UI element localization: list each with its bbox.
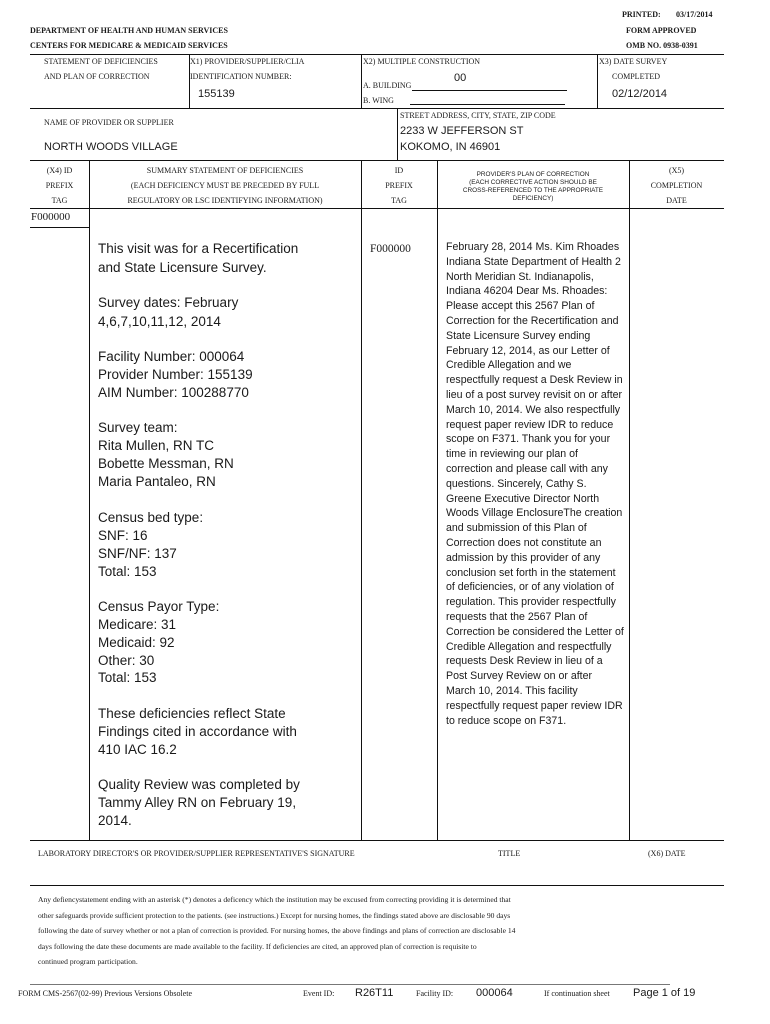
finding-line: Total: 153	[98, 670, 157, 685]
address-line-2: KOKOMO, IN 46901	[400, 141, 501, 153]
prefix-header: PREFIX	[385, 181, 413, 190]
footnote-line: continued program participation.	[38, 957, 138, 966]
plan-of-correction-subheader: DEFICIENCY)	[512, 195, 554, 202]
plan-tag: F000000	[370, 243, 411, 255]
facility-id-label: Facility ID:	[416, 989, 454, 998]
finding-line: SNF/NF: 137	[98, 546, 177, 561]
completion-header: COMPLETION	[650, 181, 703, 190]
address-line-1: 2233 W JEFFERSON ST	[400, 125, 524, 137]
form-number: FORM CMS-2567(02-99) Previous Versions Obsolete	[18, 989, 193, 998]
plan-of-correction-subheader: CROSS-REFERENCED TO THE APPROPRIATE	[462, 187, 604, 194]
footnote-line: other safeguards provide sufficient protection to the patients. (see instructions.) Except for nursing homes, the findings stated above are disclosable 90 days	[38, 911, 511, 920]
finding-line: AIM Number: 100288770	[98, 385, 249, 400]
finding-line: Survey dates: February	[98, 295, 239, 310]
finding-line: Survey team:	[98, 420, 178, 435]
footnote-line: Any defiencystatement ending with an asterisk (*) denotes a deficency which the institution may be excused from correcting providing it is determined that	[38, 895, 511, 904]
date-header: DATE	[666, 196, 687, 205]
finding-line: and State Licensure Survey.	[98, 260, 267, 275]
finding-line: Provider Number: 155139	[98, 367, 253, 382]
printed-label: PRINTED:	[622, 10, 661, 19]
printed-date: 03/17/2014	[676, 10, 713, 19]
plan-of-correction-text: February 28, 2014 Ms. Kim Rhoades Indiana State Department of Health 2 North Meridian St. Indianapolis, Indiana 46204 Dear Ms. Rhoades: Please accept this 2567 Plan of Correction for the Recertification and State Licensure Survey ending February 12, 2014, as our Letter of Credible Allegation and we respectfully request a Desk Review in lieu of a post survey revisit on or after March 10, 2014. We also respectfully request paper review IDR to reduce scope on F371. Thank you for your time in reviewing our plan of correction and please call with any questions. Sincerely, Cathy S. Greene Executive Director North Woods Village EnclosureThe creation and submission of this Plan of Correction does not constitute an admission by this provider of any conclusion set forth in the statement of deficiencies, or of any violation of regulation. This provider respectfully requests that the 2567 Plan of Correction be considered the Letter of Credible Allegation and respectfully requests Desk Review in lieu of a Post Survey Review on or after March 10, 2014. This facility respectfully request paper review IDR to reduce scope on F371.	[446, 241, 624, 727]
building-value: 00	[454, 72, 467, 84]
plan-of-correction-header: PROVIDER'S PLAN OF CORRECTION	[476, 171, 590, 178]
department-line: DEPARTMENT OF HEALTH AND HUMAN SERVICES	[30, 26, 228, 35]
id-header: ID	[394, 166, 404, 175]
divider	[30, 54, 724, 55]
divider	[30, 840, 724, 841]
divider	[30, 208, 724, 209]
multiple-construction-label: X2) MULTIPLE CONSTRUCTION	[363, 57, 481, 66]
completed-label: COMPLETED	[612, 72, 660, 81]
event-id-label: Event ID:	[303, 989, 335, 998]
finding-line: Findings cited in accordance with	[98, 724, 297, 739]
finding-line: These deficiencies reflect State	[98, 706, 286, 721]
finding-line: Maria Pantaleo, RN	[98, 474, 216, 489]
finding-line: 4,6,7,10,11,12, 2014	[98, 314, 221, 329]
finding-line: Tammy Alley RN on February 19,	[98, 795, 297, 810]
finding-line: Other: 30	[98, 653, 155, 668]
divider	[597, 54, 598, 108]
divider	[89, 160, 90, 840]
finding-line: Quality Review was completed by	[98, 777, 300, 792]
finding-line: 410 IAC 16.2	[98, 742, 177, 757]
date-survey-label: X3) DATE SURVEY	[599, 57, 668, 66]
provider-id-value: 155139	[198, 88, 235, 100]
statement-label: STATEMENT OF DEFICIENCIES	[44, 57, 158, 66]
tag-header: TAG	[391, 196, 407, 205]
form-approved: FORM APPROVED	[626, 26, 697, 35]
plan-label: AND PLAN OF CORRECTION	[44, 72, 150, 81]
building-underline	[412, 90, 567, 91]
summary-header: SUMMARY STATEMENT OF DEFICIENCIES	[146, 166, 304, 175]
finding-line: This visit was for a Recertification	[98, 241, 299, 256]
title-label: TITLE	[498, 849, 521, 858]
divider	[30, 160, 724, 161]
event-id-value: R26T11	[355, 987, 394, 999]
finding-line: Medicaid: 92	[98, 635, 175, 650]
divider	[629, 160, 630, 840]
provider-name-label: NAME OF PROVIDER OR SUPPLIER	[44, 118, 174, 127]
finding-line: Facility Number: 000064	[98, 349, 245, 364]
finding-line: Medicare: 31	[98, 617, 177, 632]
summary-subheader: REGULATORY OR LSC IDENTIFYING INFORMATION)	[127, 196, 323, 205]
finding-line: Total: 153	[98, 564, 157, 579]
continuation-label: If continuation sheet	[544, 989, 610, 998]
wing-underline	[410, 104, 565, 105]
identification-label: IDENTIFICATION NUMBER:	[190, 72, 292, 81]
survey-date-value: 02/12/2014	[612, 88, 668, 100]
address-label: STREET ADDRESS, CITY, STATE, ZIP CODE	[400, 111, 556, 120]
x4-id-header: (X4) ID	[46, 166, 73, 175]
finding-line: Bobette Messman, RN	[98, 456, 234, 471]
x6-date-label: (X6) DATE	[648, 849, 686, 858]
divider	[30, 108, 724, 109]
finding-line: Census bed type:	[98, 510, 204, 525]
divider	[437, 160, 438, 840]
building-label: A. BUILDING	[363, 81, 412, 90]
cms-line: CENTERS FOR MEDICARE & MEDICAID SERVICES	[30, 41, 228, 50]
provider-name-value: NORTH WOODS VILLAGE	[44, 141, 178, 153]
finding-line: 2014.	[98, 813, 132, 828]
tag-header: TAG	[51, 196, 68, 205]
x5-header: (X5)	[668, 166, 685, 175]
finding-line: Rita Mullen, RN TC	[98, 438, 215, 453]
finding-line: SNF: 16	[98, 528, 148, 543]
divider	[30, 885, 724, 886]
finding-line: Census Payor Type:	[98, 599, 220, 614]
wing-label: B. WING	[363, 96, 394, 105]
divider	[361, 160, 362, 840]
divider	[397, 108, 398, 160]
page-number: Page 1 of 19	[633, 987, 696, 999]
provider-id-label: X1) PROVIDER/SUPPLIER/CLIA	[190, 57, 305, 66]
prefix-header: PREFIX	[45, 181, 74, 190]
footnote-line: days following the date these documents are made available to the facility. If deficiencies are cited, an approved plan of correction is requisite to	[38, 942, 477, 951]
plan-of-correction-subheader: (EACH CORRECTIVE ACTION SHOULD BE	[469, 179, 597, 186]
deficiency-tag: F000000	[31, 211, 71, 223]
footnote-line: following the date of survey whether or not a plan of correction is provided. For nursing homes, the above findings and plans of correction are disclosable 14	[38, 926, 516, 935]
facility-id-value: 000064	[476, 987, 513, 999]
divider	[361, 54, 362, 108]
summary-subheader: (EACH DEFICIENCY MUST BE PRECEDED BY FULL	[130, 181, 320, 190]
signature-label: LABORATORY DIRECTOR'S OR PROVIDER/SUPPLIER REPRESENTATIVE'S SIGNATURE	[38, 849, 355, 858]
divider	[30, 984, 670, 985]
omb-number: OMB NO. 0938-0391	[626, 41, 698, 50]
divider	[30, 227, 89, 228]
